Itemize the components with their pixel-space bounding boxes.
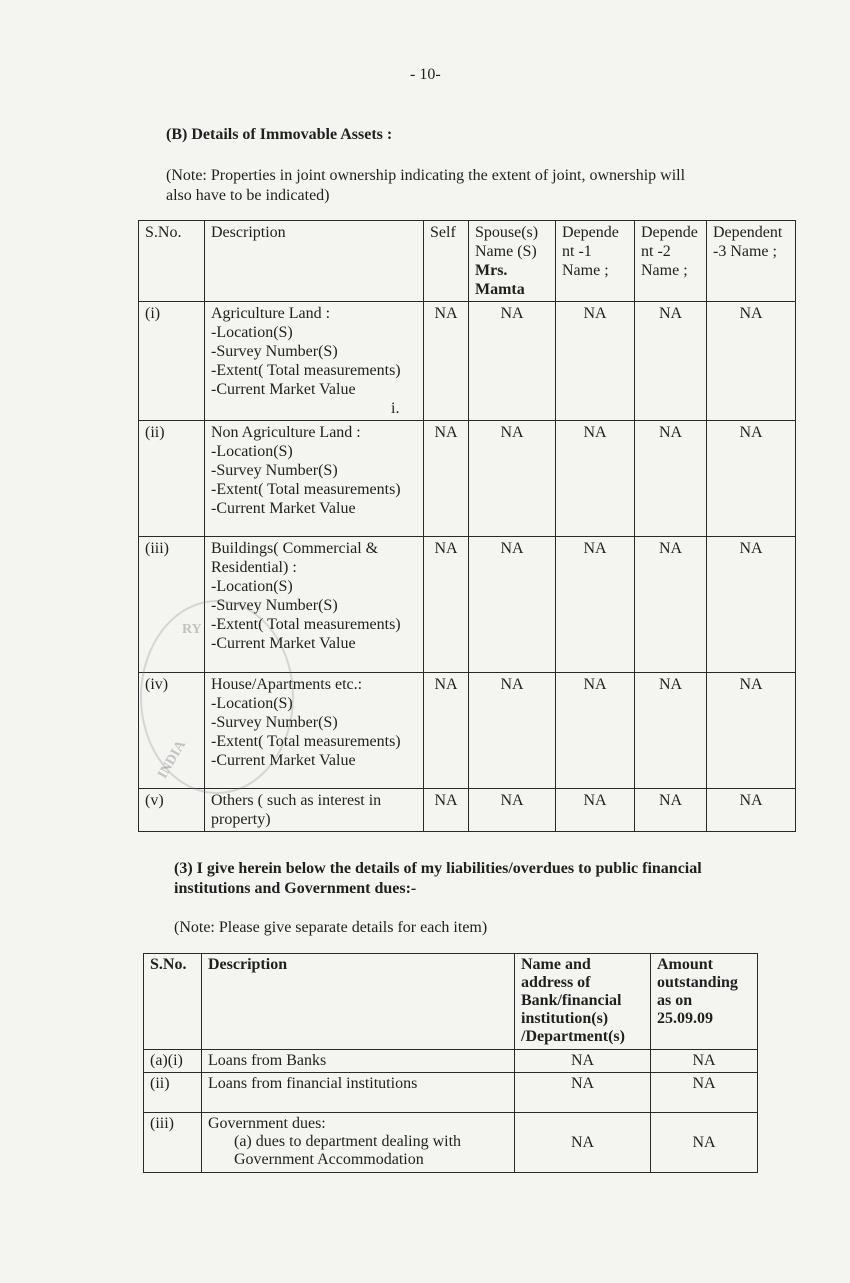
spouse-label: Spouse(s) Name (S) (475, 224, 539, 260)
row-line: -Current Market Value (211, 500, 356, 517)
row-line: -Extent( Total measurements) (211, 616, 401, 633)
col-header-dependent-3: Dependent -3 Name ; (707, 221, 796, 302)
row-line: -Survey Number(S) (211, 714, 338, 731)
page-number: - 10- (410, 66, 441, 83)
value-dependent-2: NA (635, 789, 707, 832)
row-bank: NA (515, 1113, 651, 1173)
value-dependent-1: NA (556, 673, 635, 789)
row-description: Loans from Banks (202, 1050, 515, 1073)
row-line: -Location(S) (211, 578, 293, 595)
value-spouse: NA (469, 789, 556, 832)
row-title: Government dues: (208, 1115, 326, 1132)
row-line: -Extent( Total measurements) (211, 481, 401, 498)
stamp-text-top: RY (182, 622, 202, 637)
col-header-dependent-1: Depende nt -1 Name ; (556, 221, 635, 302)
row-extra-mark: i. (391, 400, 400, 417)
row-sno: (ii) (144, 1073, 202, 1113)
row-line: -Survey Number(S) (211, 343, 338, 360)
official-stamp (140, 600, 294, 794)
table-row (144, 1073, 758, 1113)
col-header-bank: Name and address of Bank/financial institution(s) /Department(s) (515, 954, 651, 1050)
row-amount: NA (651, 1073, 758, 1113)
value-dependent-3: NA (707, 302, 796, 421)
value-dependent-3: NA (707, 673, 796, 789)
row-title: Agriculture Land : (211, 305, 331, 322)
row-bank: NA (515, 1073, 651, 1113)
row-bank: NA (515, 1050, 651, 1073)
value-self: NA (424, 421, 469, 537)
row-line: -Survey Number(S) (211, 597, 338, 614)
section-3-title-line1: (3) I give herein below the details of my liabilities/overdues to public financial (174, 860, 702, 877)
col-header-dependent-2: Depende nt -2 Name ; (635, 221, 707, 302)
liabilities-header-row (144, 954, 758, 1050)
row-sno: (i) (139, 302, 205, 421)
section-3-note: (Note: Please give separate details for each item) (174, 919, 488, 936)
value-dependent-1: NA (556, 789, 635, 832)
row-sno: (iii) (144, 1113, 202, 1173)
col-header-sno: S.No. (139, 221, 205, 302)
value-spouse: NA (469, 421, 556, 537)
value-self: NA (424, 673, 469, 789)
value-dependent-2: NA (635, 673, 707, 789)
value-dependent-3: NA (707, 789, 796, 832)
value-dependent-1: NA (556, 537, 635, 673)
row-description: Others ( such as interest in property) (205, 789, 424, 832)
table-row (139, 421, 796, 537)
section-b-title: (B) Details of Immovable Assets : (166, 126, 393, 143)
row-line: -Current Market Value (211, 752, 356, 769)
value-dependent-2: NA (635, 421, 707, 537)
col-header-self: Self (424, 221, 469, 302)
table-row (139, 789, 796, 832)
value-spouse: NA (469, 302, 556, 421)
row-line: -Current Market Value (211, 635, 356, 652)
table-row (139, 302, 796, 421)
value-self: NA (424, 302, 469, 421)
row-title: Buildings( Commercial & Residential) : (211, 540, 379, 576)
value-dependent-3: NA (707, 537, 796, 673)
row-sno: (a)(i) (144, 1050, 202, 1073)
value-spouse: NA (469, 673, 556, 789)
spouse-name: Mrs. Mamta (475, 262, 525, 298)
value-self: NA (424, 789, 469, 832)
col-header-amount: Amount outstanding as on 25.09.09 (651, 954, 758, 1050)
row-amount: NA (651, 1050, 758, 1073)
stamp-text-side: INDIA (155, 738, 189, 782)
col-header-sno: S.No. (144, 954, 202, 1050)
row-title: Non Agriculture Land : (211, 424, 361, 441)
row-sno: (v) (139, 789, 205, 832)
row-line: -Survey Number(S) (211, 462, 338, 479)
liabilities-table (143, 953, 758, 1173)
value-spouse: NA (469, 537, 556, 673)
row-sno: (iv) (139, 673, 205, 789)
row-sno: (iii) (139, 537, 205, 673)
row-sub-item: (a) dues to department dealing with Government Accommodation (234, 1133, 462, 1168)
table-row (144, 1050, 758, 1073)
col-header-spouse (469, 221, 556, 302)
row-amount: NA (651, 1113, 758, 1173)
section-b-note-line1: (Note: Properties in joint ownership indicating the extent of joint, ownership will (166, 167, 686, 184)
row-description (205, 421, 424, 537)
assets-header-row (139, 221, 796, 302)
row-description (205, 302, 424, 421)
value-dependent-1: NA (556, 302, 635, 421)
row-line: -Current Market Value (211, 381, 356, 398)
row-sno: (ii) (139, 421, 205, 537)
row-line: -Location(S) (211, 324, 293, 341)
value-self: NA (424, 537, 469, 673)
row-title: House/Apartments etc.: (211, 676, 363, 693)
value-dependent-3: NA (707, 421, 796, 537)
col-header-description: Description (205, 221, 424, 302)
value-dependent-1: NA (556, 421, 635, 537)
table-row (144, 1113, 758, 1173)
row-line: -Location(S) (211, 443, 293, 460)
row-line: -Location(S) (211, 695, 293, 712)
row-description (202, 1113, 515, 1173)
col-header-description: Description (202, 954, 515, 1050)
section-b-note-line2: also have to be indicated) (166, 187, 330, 204)
section-3-title-line2: institutions and Government dues:- (174, 880, 417, 897)
value-dependent-2: NA (635, 302, 707, 421)
row-line: -Extent( Total measurements) (211, 362, 401, 379)
row-line: -Extent( Total measurements) (211, 733, 401, 750)
value-dependent-2: NA (635, 537, 707, 673)
row-description: Loans from financial institutions (202, 1073, 515, 1113)
